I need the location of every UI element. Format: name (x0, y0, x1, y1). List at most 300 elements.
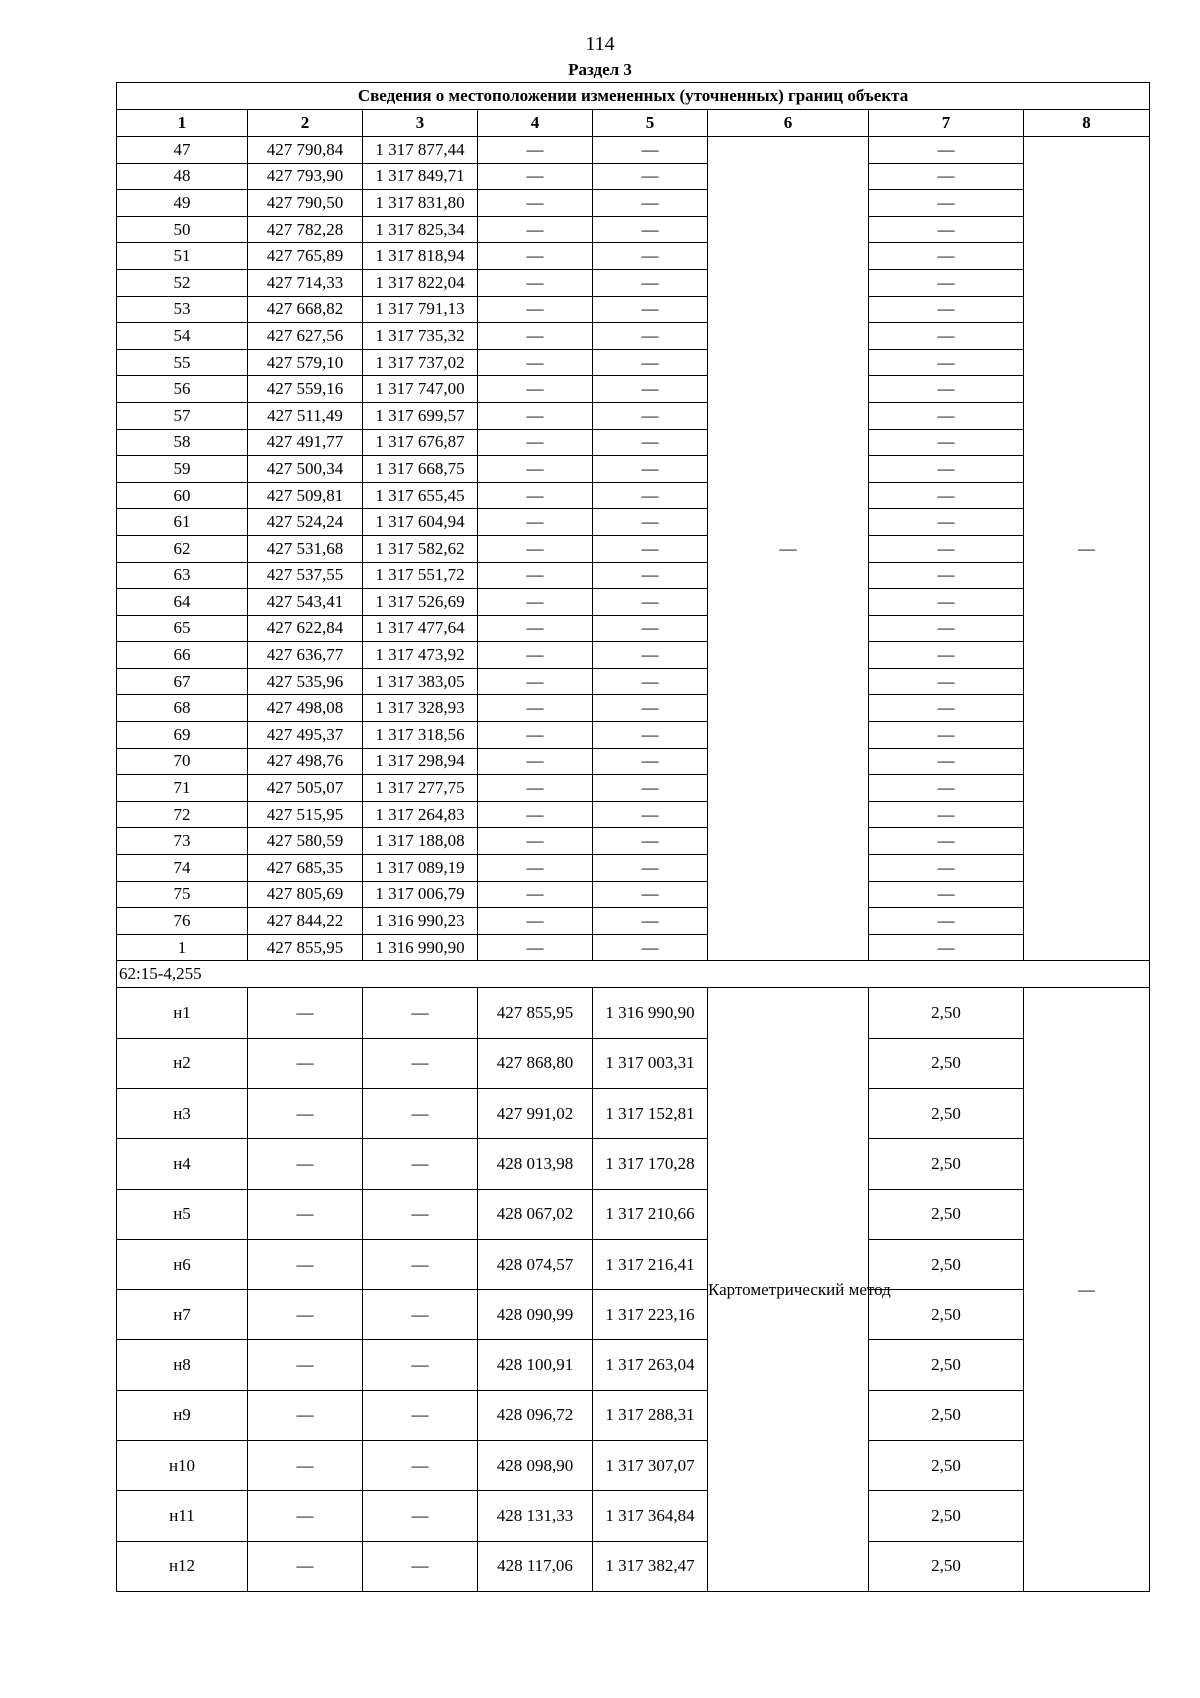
existing-x: 427 714,33 (248, 269, 363, 296)
existing-x: 427 636,77 (248, 642, 363, 669)
existing-y: — (363, 1441, 478, 1491)
precision: 2,50 (869, 1340, 1024, 1390)
point-number: н5 (117, 1189, 248, 1239)
existing-y: 1 317 526,69 (363, 589, 478, 616)
new-y: 1 317 288,31 (593, 1390, 708, 1440)
point-number: 68 (117, 695, 248, 722)
column-numbers-row (117, 110, 1150, 137)
existing-x: 427 668,82 (248, 296, 363, 323)
existing-x: 427 498,76 (248, 748, 363, 775)
table-row (117, 562, 1150, 589)
precision: — (869, 535, 1024, 562)
new-x: — (478, 269, 593, 296)
new-y: 1 317 152,81 (593, 1089, 708, 1139)
precision: 2,50 (869, 1089, 1024, 1139)
point-number: н1 (117, 988, 248, 1038)
existing-y: 1 317 551,72 (363, 562, 478, 589)
table-row (117, 376, 1150, 403)
precision: — (869, 828, 1024, 855)
new-x: — (478, 855, 593, 882)
existing-y: 1 317 328,93 (363, 695, 478, 722)
new-x: 428 098,90 (478, 1441, 593, 1491)
table-row (117, 1239, 1150, 1289)
precision: — (869, 722, 1024, 749)
existing-y: 1 316 990,90 (363, 934, 478, 961)
table-row (117, 190, 1150, 217)
new-y: 1 317 210,66 (593, 1189, 708, 1239)
point-number: 61 (117, 509, 248, 536)
table-row (117, 1139, 1150, 1189)
precision: — (869, 615, 1024, 642)
existing-y: 1 317 747,00 (363, 376, 478, 403)
new-x: — (478, 509, 593, 536)
table-row (117, 1441, 1150, 1491)
point-number: н8 (117, 1340, 248, 1390)
point-number: 66 (117, 642, 248, 669)
new-x: — (478, 482, 593, 509)
column-number: 1 (117, 110, 248, 137)
existing-x: 427 765,89 (248, 243, 363, 270)
point-number: 49 (117, 190, 248, 217)
precision: — (869, 589, 1024, 616)
new-y: 1 317 223,16 (593, 1290, 708, 1340)
precision: — (869, 642, 1024, 669)
new-y: — (593, 668, 708, 695)
new-y: — (593, 296, 708, 323)
point-number: 59 (117, 456, 248, 483)
new-y: 1 316 990,90 (593, 988, 708, 1038)
table-row (117, 775, 1150, 802)
new-x: — (478, 243, 593, 270)
existing-y: — (363, 1390, 478, 1440)
column-number: 6 (708, 110, 869, 137)
table-row (117, 748, 1150, 775)
existing-y: 1 317 089,19 (363, 855, 478, 882)
new-x: — (478, 668, 593, 695)
new-x: — (478, 429, 593, 456)
table-row (117, 589, 1150, 616)
new-x: 428 067,02 (478, 1189, 593, 1239)
existing-x: 427 790,84 (248, 137, 363, 164)
point-number: н6 (117, 1239, 248, 1289)
table-row (117, 163, 1150, 190)
precision: — (869, 456, 1024, 483)
column-number: 5 (593, 110, 708, 137)
description-cell: — (1024, 988, 1150, 1592)
new-y: 1 317 003,31 (593, 1038, 708, 1088)
precision: 2,50 (869, 1441, 1024, 1491)
point-number: н2 (117, 1038, 248, 1088)
table-row (117, 482, 1150, 509)
existing-y: 1 317 473,92 (363, 642, 478, 669)
existing-y: — (363, 1541, 478, 1591)
new-x: — (478, 695, 593, 722)
point-number: 65 (117, 615, 248, 642)
table-row (117, 243, 1150, 270)
point-number: 74 (117, 855, 248, 882)
table-row (117, 1541, 1150, 1591)
new-x: — (478, 535, 593, 562)
table-caption: Сведения о местоположении измененных (уточненных) границ объекта (117, 83, 1150, 110)
existing-x: — (248, 1089, 363, 1139)
description-cell: — (1024, 137, 1150, 961)
point-number: 57 (117, 402, 248, 429)
new-x: — (478, 642, 593, 669)
existing-x: — (248, 1441, 363, 1491)
existing-y: 1 317 825,34 (363, 216, 478, 243)
table-row (117, 908, 1150, 935)
existing-y: 1 317 737,02 (363, 349, 478, 376)
point-number: н7 (117, 1290, 248, 1340)
precision: — (869, 349, 1024, 376)
existing-y: 1 317 818,94 (363, 243, 478, 270)
new-x: 428 090,99 (478, 1290, 593, 1340)
precision: — (869, 509, 1024, 536)
existing-y: 1 317 264,83 (363, 801, 478, 828)
new-x: — (478, 908, 593, 935)
existing-x: 427 498,08 (248, 695, 363, 722)
table-row (117, 1491, 1150, 1541)
table-row (117, 296, 1150, 323)
new-y: 1 317 263,04 (593, 1340, 708, 1390)
new-y: — (593, 934, 708, 961)
precision: — (869, 748, 1024, 775)
column-number: 8 (1024, 110, 1150, 137)
precision: 2,50 (869, 1139, 1024, 1189)
new-x: — (478, 456, 593, 483)
new-x: — (478, 589, 593, 616)
existing-y: — (363, 1089, 478, 1139)
existing-x: 427 844,22 (248, 908, 363, 935)
precision: — (869, 668, 1024, 695)
existing-x: — (248, 1541, 363, 1591)
existing-y: — (363, 1038, 478, 1088)
new-x: 428 074,57 (478, 1239, 593, 1289)
new-x: — (478, 376, 593, 403)
existing-x: 427 495,37 (248, 722, 363, 749)
new-x: — (478, 828, 593, 855)
point-number: н3 (117, 1089, 248, 1139)
existing-y: — (363, 1290, 478, 1340)
existing-y: 1 317 877,44 (363, 137, 478, 164)
table-row (117, 881, 1150, 908)
existing-y: 1 317 298,94 (363, 748, 478, 775)
point-number: 54 (117, 323, 248, 350)
precision: — (869, 908, 1024, 935)
table-row (117, 1089, 1150, 1139)
point-number: 47 (117, 137, 248, 164)
new-y: — (593, 137, 708, 164)
precision: — (869, 269, 1024, 296)
existing-x: — (248, 1239, 363, 1289)
existing-y: 1 317 383,05 (363, 668, 478, 695)
table-row (117, 1038, 1150, 1088)
point-number: 58 (117, 429, 248, 456)
table-row (117, 269, 1150, 296)
point-number: 62 (117, 535, 248, 562)
point-number: н4 (117, 1139, 248, 1189)
existing-y: 1 317 822,04 (363, 269, 478, 296)
existing-y: 1 317 849,71 (363, 163, 478, 190)
point-number: н11 (117, 1491, 248, 1541)
group-label: 62:15-4,255 (117, 961, 1150, 988)
precision: — (869, 429, 1024, 456)
precision: 2,50 (869, 1038, 1024, 1088)
existing-x: 427 491,77 (248, 429, 363, 456)
new-y: — (593, 642, 708, 669)
new-y: — (593, 216, 708, 243)
existing-y: 1 317 668,75 (363, 456, 478, 483)
new-y: — (593, 163, 708, 190)
column-number: 7 (869, 110, 1024, 137)
new-y: 1 317 364,84 (593, 1491, 708, 1541)
precision: 2,50 (869, 1390, 1024, 1440)
new-y: — (593, 748, 708, 775)
table-row (117, 216, 1150, 243)
existing-x: 427 793,90 (248, 163, 363, 190)
precision: — (869, 137, 1024, 164)
new-x: — (478, 296, 593, 323)
existing-x: 427 782,28 (248, 216, 363, 243)
precision: 2,50 (869, 1491, 1024, 1541)
existing-y: 1 317 831,80 (363, 190, 478, 217)
boundary-points-table (116, 82, 1150, 1592)
new-x: — (478, 562, 593, 589)
existing-x: 427 543,41 (248, 589, 363, 616)
point-number: 64 (117, 589, 248, 616)
new-y: — (593, 722, 708, 749)
new-y: — (593, 535, 708, 562)
existing-x: 427 511,49 (248, 402, 363, 429)
precision: — (869, 934, 1024, 961)
existing-x: 427 622,84 (248, 615, 363, 642)
existing-x: 427 537,55 (248, 562, 363, 589)
precision: — (869, 323, 1024, 350)
new-x: 428 131,33 (478, 1491, 593, 1541)
existing-y: 1 317 604,94 (363, 509, 478, 536)
precision: — (869, 775, 1024, 802)
table-row (117, 456, 1150, 483)
new-y: 1 317 382,47 (593, 1541, 708, 1591)
new-x: 427 855,95 (478, 988, 593, 1038)
existing-x: 427 500,34 (248, 456, 363, 483)
new-x: 427 868,80 (478, 1038, 593, 1088)
new-x: 427 991,02 (478, 1089, 593, 1139)
new-x: 428 096,72 (478, 1390, 593, 1440)
new-x: — (478, 402, 593, 429)
existing-x: 427 790,50 (248, 190, 363, 217)
table-row (117, 668, 1150, 695)
new-y: — (593, 509, 708, 536)
existing-y: — (363, 988, 478, 1038)
existing-x: — (248, 1390, 363, 1440)
new-y: — (593, 323, 708, 350)
new-x: — (478, 615, 593, 642)
new-y: — (593, 562, 708, 589)
precision: 2,50 (869, 1290, 1024, 1340)
table-row (117, 988, 1150, 1038)
point-number: н12 (117, 1541, 248, 1591)
point-number: 72 (117, 801, 248, 828)
existing-x: 427 685,35 (248, 855, 363, 882)
new-x: 428 100,91 (478, 1340, 593, 1390)
precision: — (869, 855, 1024, 882)
existing-y: 1 317 277,75 (363, 775, 478, 802)
precision: — (869, 881, 1024, 908)
column-number: 3 (363, 110, 478, 137)
table-row (117, 1340, 1150, 1390)
existing-y: 1 317 582,62 (363, 535, 478, 562)
new-y: — (593, 615, 708, 642)
existing-x: 427 505,07 (248, 775, 363, 802)
precision: 2,50 (869, 988, 1024, 1038)
point-number: 63 (117, 562, 248, 589)
page-number: 114 (585, 33, 615, 55)
point-number: 53 (117, 296, 248, 323)
new-y: — (593, 775, 708, 802)
table-row (117, 1290, 1150, 1340)
existing-y: — (363, 1340, 478, 1390)
section-title: Раздел 3 (568, 60, 632, 79)
point-number: н9 (117, 1390, 248, 1440)
existing-y: 1 317 188,08 (363, 828, 478, 855)
table-row (117, 615, 1150, 642)
existing-x: 427 627,56 (248, 323, 363, 350)
new-x: — (478, 801, 593, 828)
method-cell: — (708, 137, 869, 961)
point-number: 55 (117, 349, 248, 376)
point-number: 71 (117, 775, 248, 802)
new-y: 1 317 216,41 (593, 1239, 708, 1289)
new-y: — (593, 243, 708, 270)
precision: 2,50 (869, 1239, 1024, 1289)
table-row (117, 828, 1150, 855)
existing-x: 427 579,10 (248, 349, 363, 376)
new-y: — (593, 855, 708, 882)
precision: — (869, 562, 1024, 589)
table-row (117, 1390, 1150, 1440)
existing-x: 427 855,95 (248, 934, 363, 961)
table-row (117, 429, 1150, 456)
new-y: 1 317 170,28 (593, 1139, 708, 1189)
table-row (117, 695, 1150, 722)
existing-y: 1 317 676,87 (363, 429, 478, 456)
table-row (117, 642, 1150, 669)
new-x: — (478, 881, 593, 908)
new-y: — (593, 429, 708, 456)
point-number: 1 (117, 934, 248, 961)
precision: 2,50 (869, 1541, 1024, 1591)
existing-x: 427 580,59 (248, 828, 363, 855)
existing-x: 427 515,95 (248, 801, 363, 828)
point-number: 75 (117, 881, 248, 908)
point-number: 73 (117, 828, 248, 855)
new-x: — (478, 190, 593, 217)
existing-x: 427 535,96 (248, 668, 363, 695)
existing-y: — (363, 1491, 478, 1541)
new-y: — (593, 269, 708, 296)
existing-x: — (248, 1038, 363, 1088)
point-number: 69 (117, 722, 248, 749)
existing-x: 427 509,81 (248, 482, 363, 509)
new-x: — (478, 934, 593, 961)
method-cell: Картометрический метод (708, 988, 869, 1592)
new-x: — (478, 775, 593, 802)
new-x: — (478, 137, 593, 164)
new-x: — (478, 163, 593, 190)
new-y: — (593, 695, 708, 722)
precision: — (869, 376, 1024, 403)
precision: — (869, 482, 1024, 509)
precision: — (869, 695, 1024, 722)
table-caption-row (117, 83, 1150, 110)
precision: — (869, 296, 1024, 323)
existing-y: 1 316 990,23 (363, 908, 478, 935)
existing-x: — (248, 1491, 363, 1541)
table-row (117, 349, 1150, 376)
new-x: — (478, 349, 593, 376)
new-x: 428 013,98 (478, 1139, 593, 1189)
precision: 2,50 (869, 1189, 1024, 1239)
table-row (117, 801, 1150, 828)
existing-x: 427 805,69 (248, 881, 363, 908)
point-number: 70 (117, 748, 248, 775)
existing-x: 427 524,24 (248, 509, 363, 536)
new-y: — (593, 456, 708, 483)
point-number: 48 (117, 163, 248, 190)
new-x: — (478, 216, 593, 243)
new-y: — (593, 881, 708, 908)
new-y: — (593, 908, 708, 935)
new-y: — (593, 402, 708, 429)
point-number: 56 (117, 376, 248, 403)
existing-x: — (248, 1340, 363, 1390)
new-y: — (593, 482, 708, 509)
existing-x: — (248, 988, 363, 1038)
precision: — (869, 402, 1024, 429)
existing-y: 1 317 735,32 (363, 323, 478, 350)
column-number: 2 (248, 110, 363, 137)
table-row (117, 509, 1150, 536)
existing-y: — (363, 1139, 478, 1189)
new-x: — (478, 323, 593, 350)
existing-x: 427 559,16 (248, 376, 363, 403)
precision: — (869, 190, 1024, 217)
precision: — (869, 243, 1024, 270)
existing-y: 1 317 006,79 (363, 881, 478, 908)
point-number: 52 (117, 269, 248, 296)
new-y: — (593, 589, 708, 616)
column-number: 4 (478, 110, 593, 137)
existing-y: — (363, 1189, 478, 1239)
new-y: 1 317 307,07 (593, 1441, 708, 1491)
new-x: — (478, 722, 593, 749)
existing-x: — (248, 1189, 363, 1239)
table-row (117, 535, 1150, 562)
table-row (117, 323, 1150, 350)
existing-y: 1 317 318,56 (363, 722, 478, 749)
table-row (117, 137, 1150, 164)
existing-y: 1 317 655,45 (363, 482, 478, 509)
table-row (117, 402, 1150, 429)
existing-y: 1 317 477,64 (363, 615, 478, 642)
existing-x: — (248, 1139, 363, 1189)
table-row (117, 855, 1150, 882)
new-y: — (593, 801, 708, 828)
existing-x: — (248, 1290, 363, 1340)
precision: — (869, 163, 1024, 190)
new-y: — (593, 828, 708, 855)
